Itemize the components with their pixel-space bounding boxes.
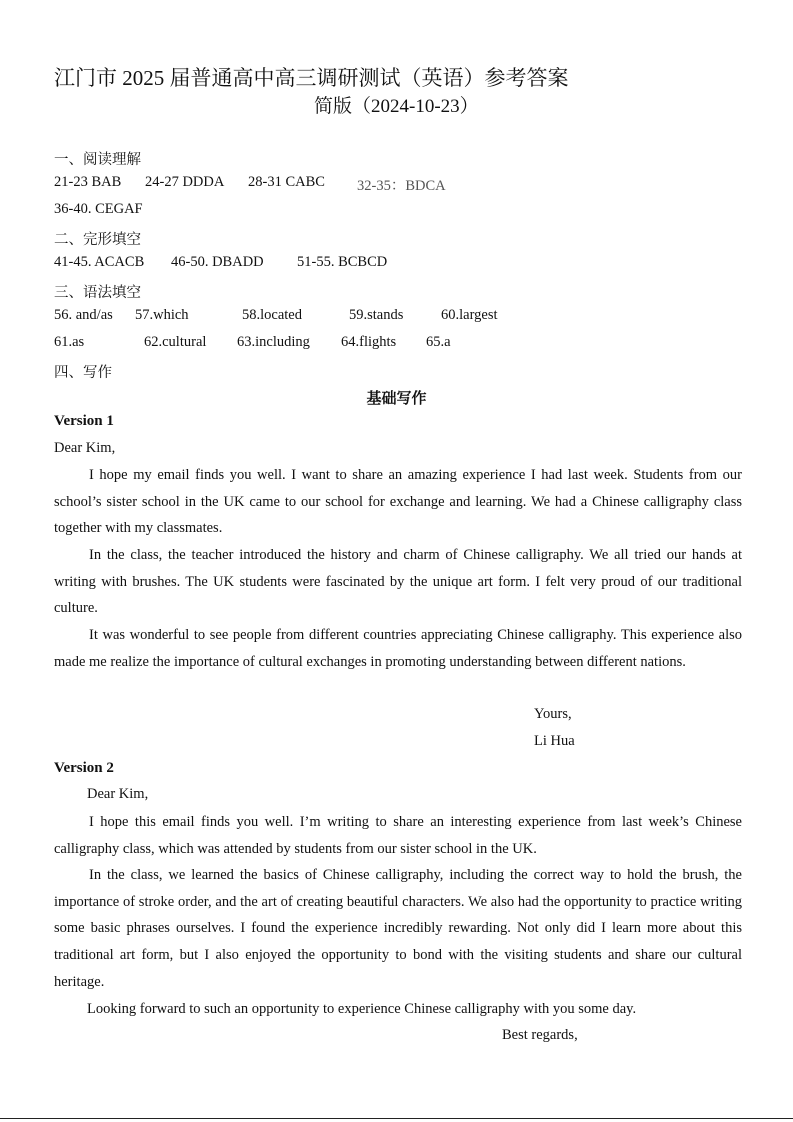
answer-65: 65.a [426, 334, 451, 350]
version2-greeting: Dear Kim, [87, 786, 149, 802]
section-reading: 一、阅读理解 [54, 152, 141, 168]
answer-64: 64.flights [341, 334, 397, 350]
version2-paragraph-1: I hope this email finds you well. I’m writing to share an interesting experience from last week’s Chinese calligraphy class, which was attended by students from our sister school in the UK. [54, 814, 742, 857]
version2-closing: Best regards, [502, 1027, 578, 1043]
document-subtitle: 简版（2024-10-23） [314, 96, 479, 117]
answer-59: 59.stands [349, 307, 404, 323]
version2-paragraph-3: Looking forward to such an opportunity to experience Chinese calligraphy with you some day. [87, 1001, 637, 1017]
answer-32-35: 32-35：BDCA [357, 178, 446, 194]
answer-60: 60.largest [441, 307, 498, 323]
section-grammar: 三、语法填空 [54, 285, 141, 301]
answer-28-31: 28-31 CABC [248, 174, 325, 190]
version2-paragraph-2: In the class, we learned the basics of Chinese calligraphy, including the correct way to hold the brush, the importance of stroke order, and the art of creating beautiful characters. We also had the opportunity to practice writing some basic phrases ourselves. I found the experience incredibly rewarding. Not only did I learn more about this traditional art form, but I also enjoyed the opportunity to bond with the visiting students and share our cultural heritage. [54, 867, 742, 990]
version1-greeting: Dear Kim, [54, 440, 116, 456]
answer-46-50: 46-50. DBADD [171, 254, 264, 270]
answer-21-23: 21-23 BAB [54, 174, 122, 190]
version1-paragraph-1: I hope my email finds you well. I want to share an amazing experience I had last week. Students from our school’s sister school in the UK came to our school for exchange and learning. We had a Chinese calligraphy class together with my classmates. [54, 467, 742, 537]
answer-24-27: 24-27 DDDA [145, 174, 225, 190]
answer-41-45: 41-45. ACACB [54, 254, 145, 270]
version1-signature: Li Hua [534, 733, 575, 749]
version1-paragraph-2: In the class, the teacher introduced the history and charm of Chinese calligraphy. We all tried our hands at writing with brushes. The UK students were fascinated by the unique art form. I felt very proud of our traditional culture. [54, 547, 742, 617]
version1-label: Version 1 [54, 413, 114, 429]
answer-57: 57.which [135, 307, 189, 323]
answer-58: 58.located [242, 307, 302, 323]
version1-paragraph-3: It was wonderful to see people from different countries appreciating Chinese calligraphy. This experience also made me realize the importance of cultural exchanges in promoting understanding between different nations. [54, 627, 742, 670]
version1-closing: Yours, [534, 706, 572, 722]
answer-61: 61.as [54, 334, 85, 350]
page-bottom-rule [0, 1118, 793, 1119]
answer-63: 63.including [237, 334, 310, 350]
section-cloze: 二、完形填空 [54, 232, 141, 248]
answer-62: 62.cultural [144, 334, 207, 350]
answer-36-40: 36-40. CEGAF [54, 201, 143, 217]
writing-heading: 基础写作 [366, 389, 427, 407]
section-writing: 四、写作 [54, 365, 112, 381]
answer-51-55: 51-55. BCBCD [297, 254, 388, 270]
version2-label: Version 2 [54, 760, 114, 776]
document-title: 江门市 2025 届普通高中高三调研测试（英语）参考答案 [54, 66, 569, 90]
answer-56: 56. and/as [54, 307, 113, 323]
